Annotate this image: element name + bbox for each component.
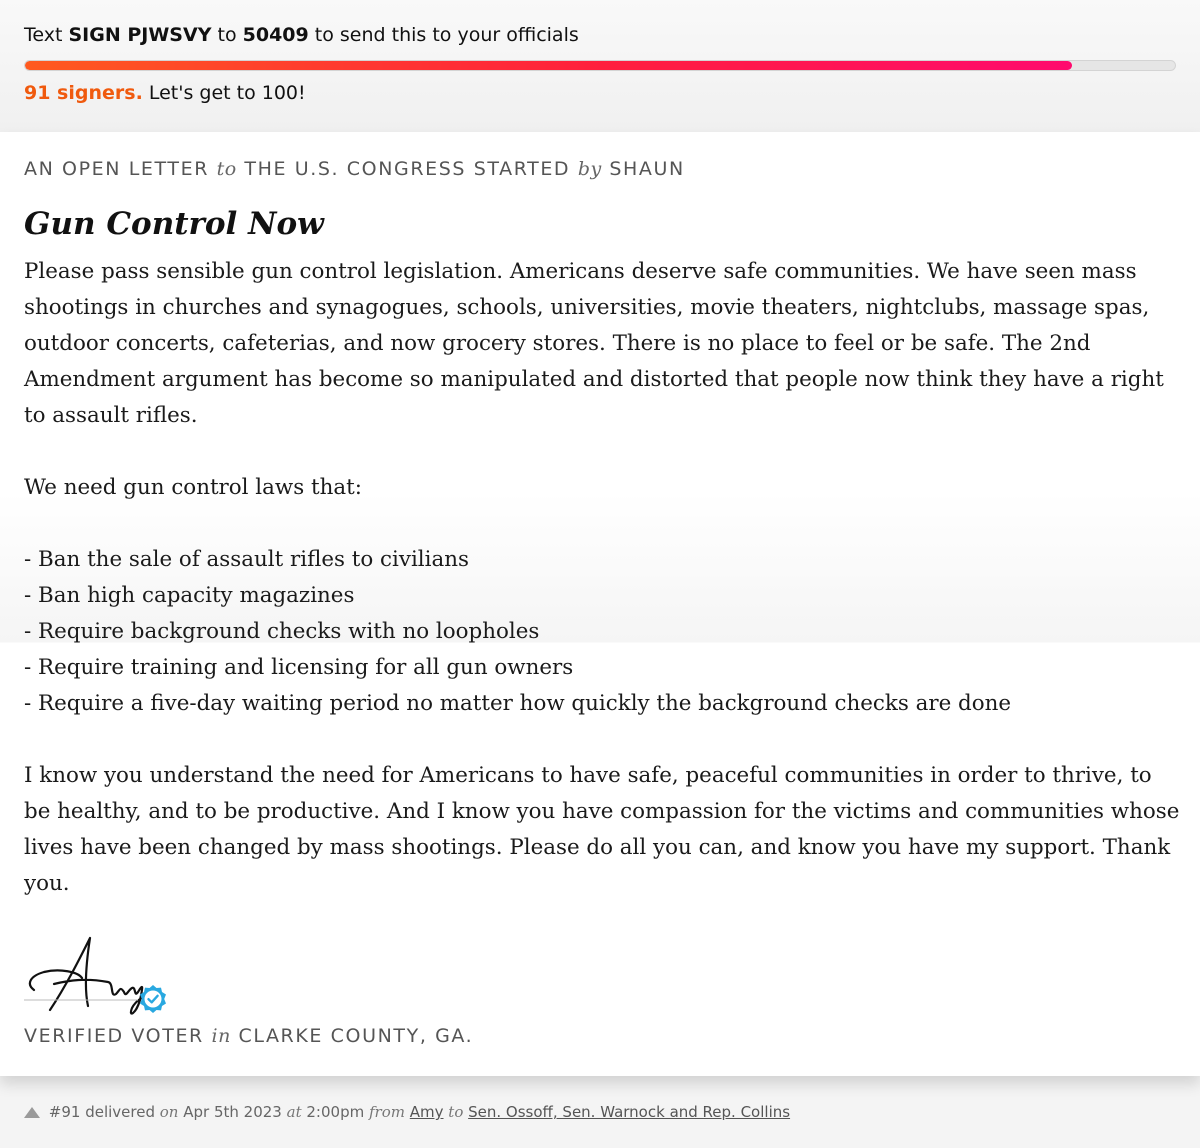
voter-location: CLARKE COUNTY, GA. [238,1025,474,1047]
sms-suffix: to send this to your officials [314,24,579,46]
signers-goal-text: Let's get to 100! [148,82,306,104]
eyebrow-open-letter: AN OPEN LETTER [24,158,209,180]
sms-signup-bar [0,0,1200,132]
sms-prefix: Text [24,24,63,46]
recipients-link[interactable]: Sen. Ossoff, Sen. Warnock and Rep. Collins [468,1103,791,1121]
footer-from: from [369,1103,405,1121]
voter-in: in [211,1025,231,1047]
footer-at: at [286,1103,302,1121]
verified-check-icon [138,984,168,1014]
delivered-date: Apr 5th 2023 [183,1103,282,1121]
delivered-time: 2:00pm [306,1103,365,1121]
sms-number: 50409 [242,24,309,46]
sms-keyword: SIGN PJWSVY [68,24,212,46]
sender-link[interactable]: Amy [409,1103,444,1121]
sms-instructions [24,24,579,46]
letter-body: Please pass sensible gun control legislation. Americans deserve safe communities. We have seen mass shootings in churches and synagogues, schools, universities, movie theaters, nightclubs, massage spas, outdoor concerts, cafeterias, and now grocery stores. There is no place to feel or be safe. The 2nd Amendment argument has become so manipulated and distorted that people now think they have a right to assault rifles. We need gun control laws that: - Ban the sale of assault rifles to civilians - Ban high capacity magazines - Require background checks with no loopholes - Require training and licensing for all gun owners - Require a five-day waiting period no matter how quickly the background checks are done I know you understand the need for Americans to have safe, peaceful communities in order to thrive, to be healthy, and to be productive. And I know you have compassion for the victims and communities whose lives have been changed by mass shootings. Please do all you can, and know you have my support. Thank you. [24,259,1180,896]
letter-eyebrow [24,158,685,180]
delivery-footer [24,1103,790,1121]
signers-count: 91 signers. [24,82,143,104]
footer-to: to [448,1103,464,1121]
sms-to: to [217,24,237,46]
eyebrow-to: to [216,158,237,180]
verified-voter-line [24,1025,473,1047]
letter-card [0,132,1200,1076]
triangle-icon [24,1107,40,1118]
voter-label: VERIFIED VOTER [24,1025,204,1047]
signers-progress-fill [25,61,1072,70]
delivered-count: #91 delivered [48,1103,155,1121]
eyebrow-by: by [577,158,602,180]
letter-title: Gun Control Now [24,206,324,242]
footer-on: on [159,1103,179,1121]
signers-status [24,82,306,104]
signers-progress-bar [24,60,1176,71]
eyebrow-recipient: THE U.S. CONGRESS STARTED [244,158,571,180]
eyebrow-author: SHAUN [609,158,685,180]
